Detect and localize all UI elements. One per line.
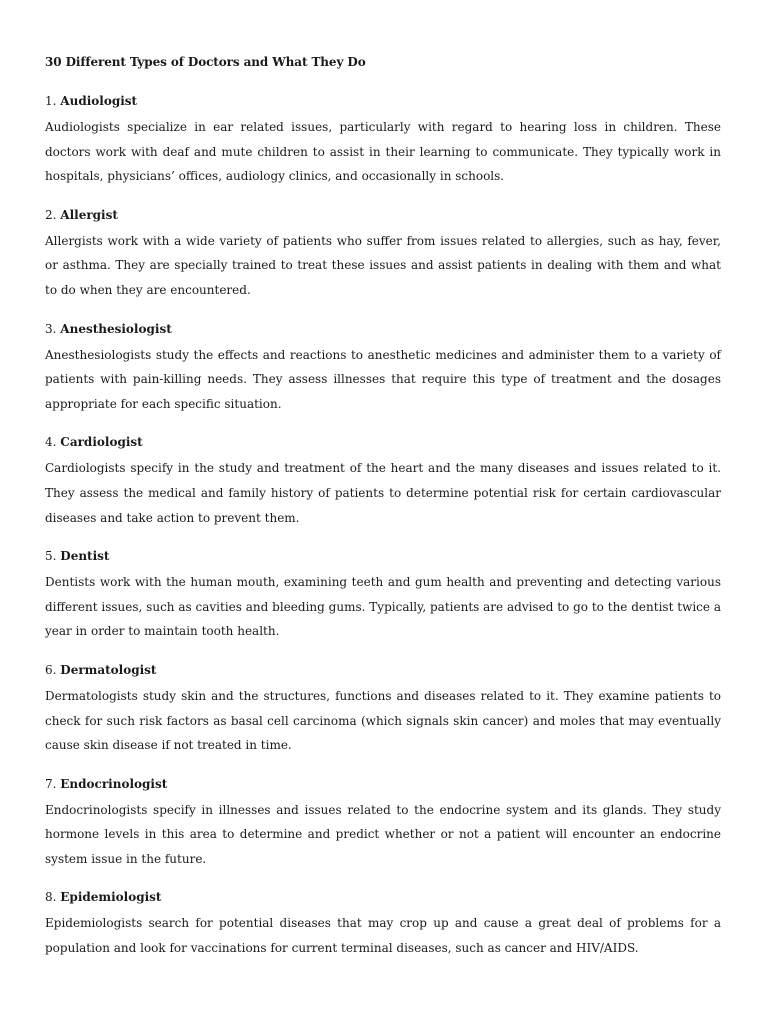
entry-number: 5. bbox=[45, 549, 57, 564]
entry-name: Cardiologist bbox=[60, 435, 143, 450]
entry-anesthesiologist bbox=[45, 318, 721, 417]
entry-name: Dentist bbox=[60, 549, 110, 564]
entry-audiologist bbox=[45, 90, 721, 189]
entry-endocrinologist bbox=[45, 773, 721, 872]
entry-cardiologist bbox=[45, 431, 721, 530]
entry-description: Allergists work with a wide variety of patients who suffer from issues related to allergies, such as hay, fever, or asthma. They are specially trained to treat these issues and assist patients in dealing with them and what to do when they are encountered. bbox=[45, 233, 721, 297]
entry-dermatologist bbox=[45, 659, 721, 758]
document-title: 30 Different Types of Doctors and What They Do bbox=[45, 55, 366, 69]
entry-description: Cardiologists specify in the study and treatment of the heart and the many diseases and issues related to it. They assess the medical and family history of patients to determine potential risk for certain cardiovascular diseases and take action to prevent them. bbox=[45, 461, 721, 525]
entry-number: 8. bbox=[45, 890, 57, 905]
entry-description: Dermatologists study skin and the structures, functions and diseases related to it. They examine patients to check for such risk factors as basal cell carcinoma (which signals skin cancer) and moles that may eventually cause skin disease if not treated in time. bbox=[45, 688, 721, 753]
entry-description: Anesthesiologists study the effects and reactions to anesthetic medicines and administer them to a variety of patients with pain-killing needs. They assess illnesses that require this type of treatment and the dosages appropriate for each specific situation. bbox=[45, 347, 721, 411]
entry-dentist bbox=[45, 545, 721, 644]
entry-description: Dentists work with the human mouth, examining teeth and gum health and preventing and detecting various different issues, such as cavities and bleeding gums. Typically, patients are advised to go to the dentist twice a year in order to maintain tooth health. bbox=[45, 575, 721, 639]
entry-heading bbox=[45, 545, 721, 567]
entry-description: Epidemiologists search for potential diseases that may crop up and cause a great deal of problems for a population and look for vaccinations for current terminal diseases, such as cancer and HIV/AIDS. bbox=[45, 916, 721, 956]
entry-name: Dermatologist bbox=[60, 662, 157, 677]
entry-heading bbox=[45, 773, 721, 795]
entry-heading bbox=[45, 318, 721, 340]
document-page bbox=[45, 51, 721, 976]
entry-description: Endocrinologists specify in illnesses and issues related to the endocrine system and its glands. They study hormone levels in this area to determine and predict whether or not a patient will encounter an endocrine system issue in the future. bbox=[45, 802, 721, 866]
entry-number: 3. bbox=[45, 321, 57, 336]
entry-allergist bbox=[45, 204, 721, 303]
entry-name: Epidemiologist bbox=[60, 890, 162, 905]
entry-heading bbox=[45, 886, 721, 908]
entry-name: Anesthesiologist bbox=[60, 321, 172, 336]
entry-description: Audiologists specialize in ear related issues, particularly with regard to hearing loss in children. These doctors work with deaf and mute children to assist in their learning to communicate. They typically work in hospitals, physicians’ offices, audiology clinics, and occasionally in schools. bbox=[45, 120, 721, 184]
entry-number: 6. bbox=[45, 662, 57, 677]
entry-heading bbox=[45, 90, 721, 112]
entry-number: 1. bbox=[45, 94, 57, 108]
entry-number: 4. bbox=[45, 435, 57, 450]
entry-name: Audiologist bbox=[60, 94, 138, 108]
entry-number: 7. bbox=[45, 776, 57, 791]
entry-heading bbox=[45, 204, 721, 226]
entry-name: Allergist bbox=[60, 207, 118, 222]
entry-heading bbox=[45, 431, 721, 453]
entry-name: Endocrinologist bbox=[60, 776, 168, 791]
entry-number: 2. bbox=[45, 207, 57, 222]
entry-heading bbox=[45, 659, 721, 681]
entry-epidemiologist bbox=[45, 886, 721, 960]
